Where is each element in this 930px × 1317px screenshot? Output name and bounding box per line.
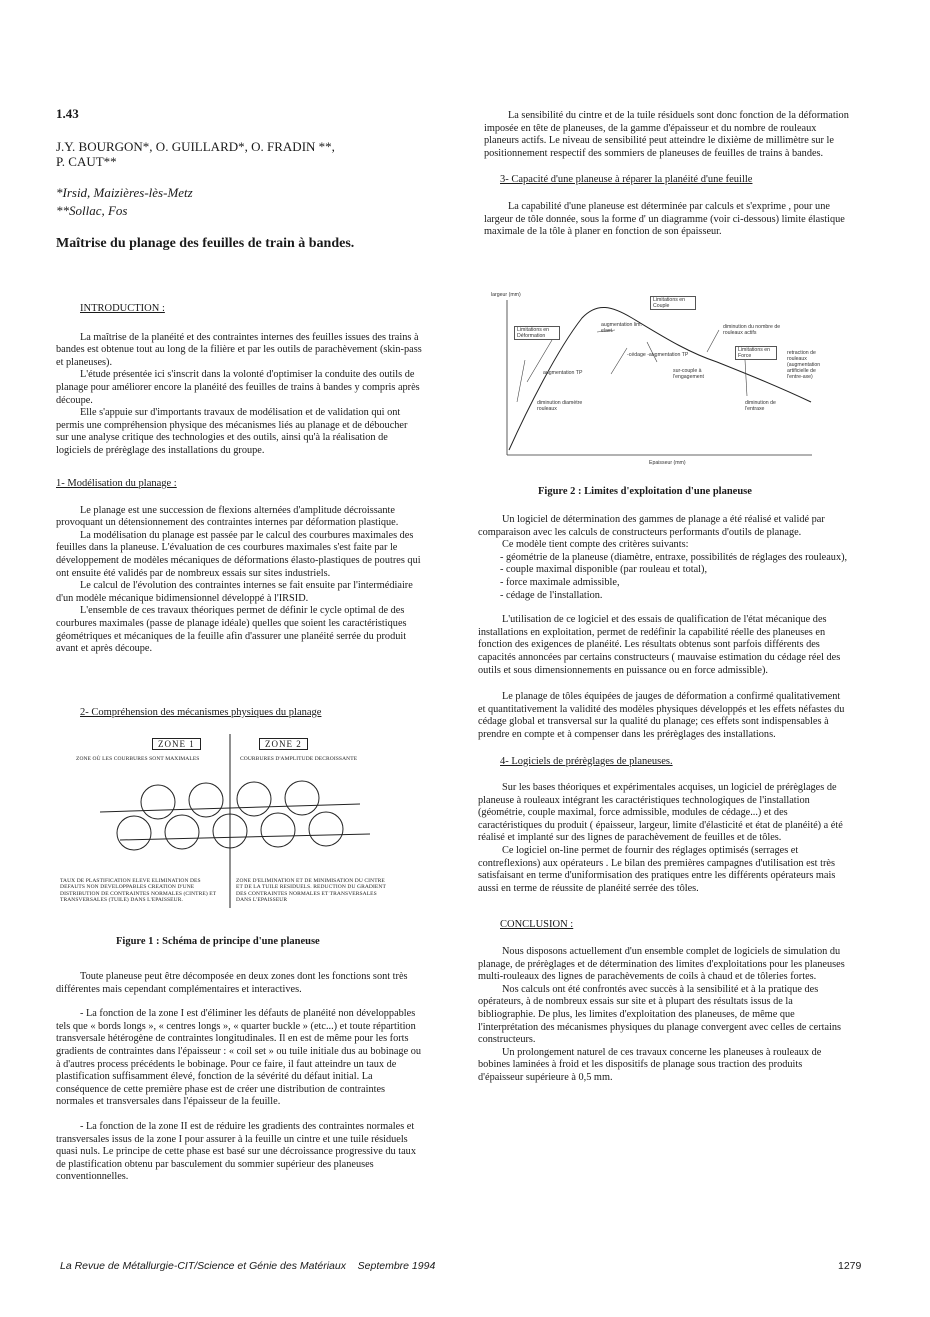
- authors-line-2: P. CAUT**: [56, 154, 117, 169]
- zone2-subtitle: COURBURES D'AMPLITUDE DECROISSANTE: [240, 756, 358, 762]
- upper-roll: [141, 785, 175, 819]
- capability-diagram: [487, 290, 821, 475]
- arrow: [611, 348, 627, 374]
- right-column-top: [484, 110, 850, 239]
- figure-2: [487, 290, 821, 475]
- y-axis-label: largeur (mm): [491, 292, 521, 298]
- zone1-paragraph: - La fonction de la zone I est d'éliminer les défauts de planéité non développables tels que « bords longs », « centres longs », « quarter buckle » (etc...) et toute répartition transversale hétérogène de contraintes longitudinales. Il en est de même pour les forts gradients de contraintes dans l'épaisseur : « coil set » ou tuile initiale dus au bobinage ou à d'autres process précédents le bobinage. Pour ce faire, il faut atteindre un taux de plastification suffisamment élevé, fonction de la sévérité du défaut initial. La conséquence de cette première phase est de créer une distribution de contraintes normales et transversales dans l'épaisseur de la feuille.: [56, 1008, 422, 1108]
- right-column-middle: [478, 514, 850, 1085]
- sensitivity-paragraph: La sensibilité du cintre et de la tuile résiduels sont donc fonction de la déformation imposée en tête de planeuses, de la gamme d'épaisseur et du nombre de rouleaux planeurs actifs. Le niveau de sensibilité peut atteindre le dixième de millimètre sur le positionnement respectif des sommiers de planeuses de feuilles de trains à bandes.: [484, 110, 849, 159]
- conclusion-paragraph: Un prolongement naturel de ces travaux concerne les planeuses à rouleaux de bobines laminées à froid et les dispositifs de planage sous traction des produits d'épaisseur supérieure à 0,5 mm.: [478, 1046, 822, 1083]
- conclusion-paragraph: Nos calculs ont été confrontés avec succès à la sensibilité et à la pratique des opérateurs, à de nombreux essais sur site et à plupart des résultats issus de la bibliographie. De plus, les limites d'exploitation des planeuses, de même que l'interprétation des mécanismes physiques du planage convergent avec celles de certains constructeurs.: [478, 983, 842, 1046]
- box-limit-couple: Limitations en Couple: [650, 296, 696, 310]
- section1-paragraph: Le calcul de l'évolution des contraintes internes se fait ensuite par l'intermédiaire d'un modèle mécanique bidimensionnel développé à l'IRSID.: [56, 580, 413, 604]
- conclusion-heading: CONCLUSION :: [500, 919, 574, 931]
- lower-roll: [117, 816, 151, 850]
- criteria-item: - géométrie de la planeuse (diamètre, entraxe, possibilités de réglages des rouleaux),: [500, 551, 848, 563]
- section1-paragraph: La modélisation du planage est passée par le calcul des courbures maximales des feuilles dans la planeuse. L'évaluation de ces courbures maximales s'est faite par le développement de modèles mécaniques de déformations élasto-plastiques de poutres qui ont ensuite été validés par de nombreux essais sur sites industriels.: [56, 529, 421, 579]
- arrow: [707, 330, 719, 352]
- capability-paragraph: L'utilisation de ce logiciel et des essais de qualification de l'état mécanique des installations en exploitation, permet de redéfinir la capabilité réelle des planeuses en fonction des exigences de planéité. Les résultats obtenus sont parfois différents des capacités annoncées par certains constructeurs ( mauvaise estimation du cédage réel des outils et sous dimensionnements en puissance ou en force admissible).: [478, 614, 841, 676]
- intro-paragraph: Elle s'appuie sur d'importants travaux de modélisation et de validation qui ont permis une compréhension physique des mécanismes liés au planage et de déboucher sur une analyse critique des technologies et des outils, ainsi qu'à la réalisation de logiciels de prérèglage des installations du groupe.: [56, 407, 408, 456]
- label-aug-tp: augmentation TP: [543, 370, 583, 376]
- section3-paragraph: La capabilité d'une planeuse est déterminée par calculs et s'exprime , pour une largeur de tôle donnée, sous la forme d' un diagramme (voir ci-dessous) limite élastique maximale de la tôle à planer en fonction de son épaisseur.: [484, 200, 845, 238]
- affiliation-1: *Irsid, Maizières-lès-Metz: [56, 185, 193, 200]
- intro-paragraph: La maîtrise de la planéité et des contraintes internes des feuilles issues des trains à bandes est obtenue tout au long de la filière et par les outils de parachèvement (skin-pass et planeuses).: [56, 331, 422, 368]
- zones-paragraph: Toute planeuse peut être décomposée en deux zones dont les fonctions sont très différentes mais cependant complémentaires et interactives.: [56, 971, 408, 995]
- left-column-intro: [56, 303, 422, 458]
- lower-roll: [165, 815, 199, 849]
- affiliation-2: **Sollac, Fos: [56, 203, 128, 218]
- section4-paragraph: Sur les bases théoriques et expérimentales acquises, un logiciel de prérèglages de planeuse à rouleaux intégrant les caractéristiques technologiques de l'installation (géométrie, couple maximal, force admissible, modules de cédage...) et des caractéristiques du produit ( épaisseur, largeur, limite d'élasticité et état de planéité) a été réalisé et implanté sur des lignes de parachèvement de feuilles et de tôles.: [478, 782, 843, 844]
- label-surcouple: sur-couple à l'engagement: [673, 368, 704, 380]
- zone1-description: TAUX DE PLASTIFICATION ELEVE ELIMINATION DES DEFAUTS NON DEVELOPPABLES CREATION D'UNE DISTRIBUTION DE CONTRAINTES NORMALES (CINTRE) ET TRANSVERSALES (TUILE) DANS L'EPAISSEUR.: [60, 878, 217, 904]
- arrow: [745, 360, 747, 396]
- article-number: 1.43: [56, 106, 79, 121]
- label-dim-entraxe: diminution de l'entraxe: [745, 400, 776, 412]
- zone2-description: ZONE D'ELIMINATION ET DE MINIMISATION DU CINTRE ET DE LA TUILE RESIDUELS. REDUCTION DU GRADIENT DES CONTRAINTES NORMALES ET TRANSVERSALES DANS L'EPAISSEUR: [236, 878, 386, 904]
- conclusion-paragraph: Nous disposons actuellement d'un ensemble complet de logiciels de simulation du planage, de prérèglages et de détermination des limites d'exploitations pour les planeuses multi-rouleaux des lignes de parachèvements de coils à chaud et de tôleries fortes.: [478, 946, 845, 983]
- label-dim-nombre: diminution du nombre de rouleaux actifs: [723, 324, 781, 336]
- page-number: 1279: [838, 1260, 862, 1272]
- intro-paragraph: L'étude présentée ici s'inscrit dans la volonté d'optimiser la conduite des outils de planage pour améliorer encore la planéité des feuilles de trains à bandes y compris après découpe.: [56, 369, 420, 406]
- arrow: [517, 360, 525, 402]
- section2-heading: 2- Compréhension des mécanismes physiques du planage: [80, 707, 322, 718]
- figure-2-caption: Figure 2 : Limites d'exploitation d'une planeuse: [538, 486, 752, 497]
- zone2-label: ZONE 2: [259, 738, 308, 750]
- criteria-item: - force maximale admissible,: [500, 576, 620, 588]
- upper-roll: [237, 782, 271, 816]
- left-column-zones: [56, 971, 422, 1184]
- journal-footer: La Revue de Métallurgie-CIT/Science et Génie des Matériaux Septembre 1994: [60, 1260, 436, 1272]
- article-title: Maîtrise du planage des feuilles de train à bandes.: [56, 236, 355, 251]
- upper-roll: [189, 783, 223, 817]
- authors-line-1: J.Y. BOURGON*, O. GUILLARD*, O. FRADIN **,: [56, 139, 335, 154]
- upper-roll: [285, 781, 319, 815]
- criteria-item: - couple maximal disponible (par rouleau et total),: [500, 564, 708, 576]
- section4-paragraph: Ce logiciel on-line permet de fournir des réglages optimisés (serrages et contreflexions) aux opérateurs . Le bilan des premières campagnes d'utilisation est très satisfaisant en terme d'uniformisation des pratiques entre les différents opérateurs mais aussi en terme de réussite de planéité serrée des tôles.: [478, 845, 836, 894]
- section1-heading: 1- Modélisation du planage :: [56, 478, 177, 489]
- zone1-subtitle: ZONE OÙ LES COURBURES SONT MAXIMALES: [76, 756, 200, 762]
- box-limit-deformation: Limitations en Déformation: [514, 326, 560, 340]
- section1-paragraph: L'ensemble de ces travaux théoriques permet de définir le cycle optimal de des courbures maximales (passe de planage idéale) quelles que soient les caractéristiques géométriques et mécaniques de la feuille afin d'assurer une planéité serrée du produit avant et après découpe.: [56, 605, 407, 655]
- figure-1: [60, 730, 390, 925]
- gauges-paragraph: Le planage de tôles équipées de jauges de déformation a confirmé qualitativement et quantitativement la validité des modèles physiques développés et les effets néfastes du cédage global et transversal sur la qualité du planage; ces effets sont indispensables à prendre en compte et à compenser dans les prérèglages des installations.: [478, 691, 845, 740]
- lower-roll: [309, 812, 343, 846]
- left-column-section1: [56, 478, 422, 656]
- box-limit-force: Limitations en Force: [735, 346, 777, 360]
- software-paragraph: Un logiciel de détermination des gammes de planage a été réalisé et validé par comparaison avec les calculs de constructeurs performants d'outils de planage.: [478, 514, 825, 538]
- lower-roll: [261, 813, 295, 847]
- figure-1-caption: Figure 1 : Schéma de principe d'une planeuse: [116, 936, 320, 947]
- intro-heading: INTRODUCTION :: [80, 303, 165, 314]
- label-aug-lim-elast: augmentation lim. elast.: [601, 322, 642, 334]
- zone1-label: ZONE 1: [152, 738, 201, 750]
- x-axis-label: Epaisseur (mm): [649, 460, 686, 466]
- section4-heading: 4- Logiciels de prérèglages de planeuses.: [500, 755, 673, 767]
- label-retraction: retraction de rouleaux (augmentation artificielle de l'entre-axe): [787, 350, 821, 380]
- section1-paragraph: Le planage est une succession de flexions alternées d'amplitude décroissante provoquant un détensionnement des contraintes internes par déformation plastique.: [56, 504, 399, 529]
- zone2-paragraph: - La fonction de la zone II est de réduire les gradients des contraintes normales et transversales issus de la zone I pour assurer à la feuille un cintre et une tuile résiduels quasi nuls. Le principe de cette phase est basé sur une décroissance progressive du taux de plastification obtenu par basculement du sommier supérieur des planeuses conventionnelles.: [56, 1120, 416, 1183]
- section3-heading: 3- Capacité d'une planeuse à réparer la planéité d'une feuille: [500, 174, 753, 186]
- criteria-item: - cédage de l'installation.: [500, 589, 603, 601]
- label-dim-diametre: diminution diamètre rouleaux: [537, 400, 583, 412]
- label-cedage: -cédage -augmentation TP: [627, 352, 689, 358]
- criteria-intro: Ce modèle tient compte des critères suivants:: [502, 539, 689, 551]
